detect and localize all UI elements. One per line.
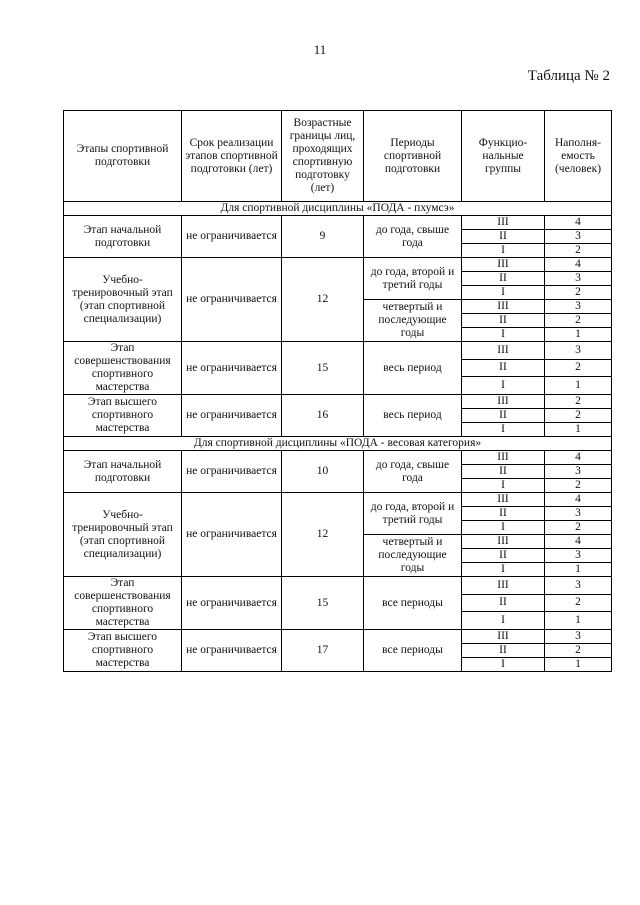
functional-group: III (462, 451, 545, 465)
functional-group: II (462, 359, 545, 377)
period-label: до года, свыше года (364, 216, 462, 258)
table-caption: Таблица № 2 (527, 68, 610, 84)
group-capacity: 4 (545, 535, 612, 549)
period-label: до года, второй и третий годы (364, 493, 462, 535)
functional-group: I (462, 479, 545, 493)
functional-group: I (462, 286, 545, 300)
functional-group: III (462, 300, 545, 314)
table-row (64, 451, 612, 465)
group-capacity: 3 (545, 507, 612, 521)
header-capacity: Наполня-емость (человек) (545, 111, 612, 202)
group-capacity: 2 (545, 594, 612, 612)
stage-name: Учебно-тренировочный этап (этап спортивной специализации) (64, 258, 182, 342)
group-capacity: 3 (545, 630, 612, 644)
stage-name: Этап высшего спортивного мастерства (64, 395, 182, 437)
group-capacity: 3 (545, 230, 612, 244)
stage-age: 12 (282, 258, 364, 342)
group-capacity: 3 (545, 300, 612, 314)
group-capacity: 2 (545, 644, 612, 658)
header-row (64, 111, 612, 202)
functional-group: I (462, 658, 545, 672)
stage-term: не ограничивается (182, 577, 282, 630)
table-row (64, 395, 612, 409)
period-label: до года, свыше года (364, 451, 462, 493)
functional-group: I (462, 377, 545, 395)
period-label: четвертый и последующие годы (364, 535, 462, 577)
functional-group: III (462, 395, 545, 409)
header-age: Возрастные границы лиц, проходящих спортивную подготовку (лет) (282, 111, 364, 202)
functional-group: III (462, 535, 545, 549)
table-row (64, 342, 612, 360)
functional-group: III (462, 258, 545, 272)
page-number: 11 (313, 42, 327, 57)
stage-term: не ограничивается (182, 258, 282, 342)
functional-group: II (462, 314, 545, 328)
group-capacity: 4 (545, 451, 612, 465)
stage-term: не ограничивается (182, 451, 282, 493)
group-capacity: 3 (545, 549, 612, 563)
stage-term: не ограничивается (182, 342, 282, 395)
table-row (64, 577, 612, 595)
stage-name: Этап начальной подготовки (64, 451, 182, 493)
group-capacity: 2 (545, 359, 612, 377)
stage-term: не ограничивается (182, 493, 282, 577)
stage-age: 12 (282, 493, 364, 577)
functional-group: II (462, 549, 545, 563)
group-capacity: 2 (545, 244, 612, 258)
functional-group: I (462, 563, 545, 577)
section-header-row (64, 437, 612, 451)
group-capacity: 2 (545, 286, 612, 300)
stage-name: Этап начальной подготовки (64, 216, 182, 258)
group-capacity: 1 (545, 328, 612, 342)
functional-group: III (462, 216, 545, 230)
group-capacity: 3 (545, 465, 612, 479)
section-title: Для спортивной дисциплины «ПОДА - весовая категория» (64, 437, 612, 451)
stage-age: 10 (282, 451, 364, 493)
stage-name: Этап совершенствования спортивного мастерства (64, 577, 182, 630)
header-groups: Функцио-нальные группы (462, 111, 545, 202)
group-capacity: 2 (545, 521, 612, 535)
stage-term: не ограничивается (182, 630, 282, 672)
header-stages: Этапы спортивной подготовки (64, 111, 182, 202)
stage-age: 16 (282, 395, 364, 437)
functional-group: II (462, 644, 545, 658)
group-capacity: 4 (545, 493, 612, 507)
functional-group: I (462, 328, 545, 342)
stage-name: Учебно-тренировочный этап (этап спортивной специализации) (64, 493, 182, 577)
functional-group: I (462, 244, 545, 258)
functional-group: II (462, 272, 545, 286)
period-label: весь период (364, 395, 462, 437)
section-header-row (64, 202, 612, 216)
table-row (64, 493, 612, 507)
table-row (64, 258, 612, 272)
table-row (64, 216, 612, 230)
group-capacity: 1 (545, 563, 612, 577)
functional-group: II (462, 507, 545, 521)
header-periods: Периоды спортивной подготовки (364, 111, 462, 202)
stage-term: не ограничивается (182, 395, 282, 437)
group-capacity: 4 (545, 216, 612, 230)
table-body (64, 202, 612, 672)
period-label: все периоды (364, 577, 462, 630)
functional-group: II (462, 465, 545, 479)
functional-group: III (462, 493, 545, 507)
table-header (64, 111, 612, 202)
period-label: до года, второй и третий годы (364, 258, 462, 300)
functional-group: III (462, 577, 545, 595)
group-capacity: 1 (545, 423, 612, 437)
period-label: весь период (364, 342, 462, 395)
header-term: Срок реализации этапов спортивной подготовки (лет) (182, 111, 282, 202)
group-capacity: 1 (545, 377, 612, 395)
functional-group: II (462, 230, 545, 244)
group-capacity: 1 (545, 612, 612, 630)
stage-age: 9 (282, 216, 364, 258)
group-capacity: 2 (545, 395, 612, 409)
functional-group: II (462, 594, 545, 612)
stage-age: 15 (282, 577, 364, 630)
section-title: Для спортивной дисциплины «ПОДА - пхумсэ» (64, 202, 612, 216)
functional-group: I (462, 423, 545, 437)
functional-group: II (462, 409, 545, 423)
period-label: четвертый и последующие годы (364, 300, 462, 342)
group-capacity: 4 (545, 258, 612, 272)
group-capacity: 2 (545, 314, 612, 328)
group-capacity: 1 (545, 658, 612, 672)
group-capacity: 3 (545, 342, 612, 360)
sports-training-table (63, 110, 612, 672)
group-capacity: 2 (545, 479, 612, 493)
group-capacity: 3 (545, 272, 612, 286)
functional-group: I (462, 521, 545, 535)
stage-age: 17 (282, 630, 364, 672)
functional-group: III (462, 630, 545, 644)
functional-group: III (462, 342, 545, 360)
stage-name: Этап высшего спортивного мастерства (64, 630, 182, 672)
group-capacity: 2 (545, 409, 612, 423)
stage-name: Этап совершенствования спортивного мастерства (64, 342, 182, 395)
stage-term: не ограничивается (182, 216, 282, 258)
functional-group: I (462, 612, 545, 630)
stage-age: 15 (282, 342, 364, 395)
period-label: все периоды (364, 630, 462, 672)
group-capacity: 3 (545, 577, 612, 595)
table-row (64, 630, 612, 644)
